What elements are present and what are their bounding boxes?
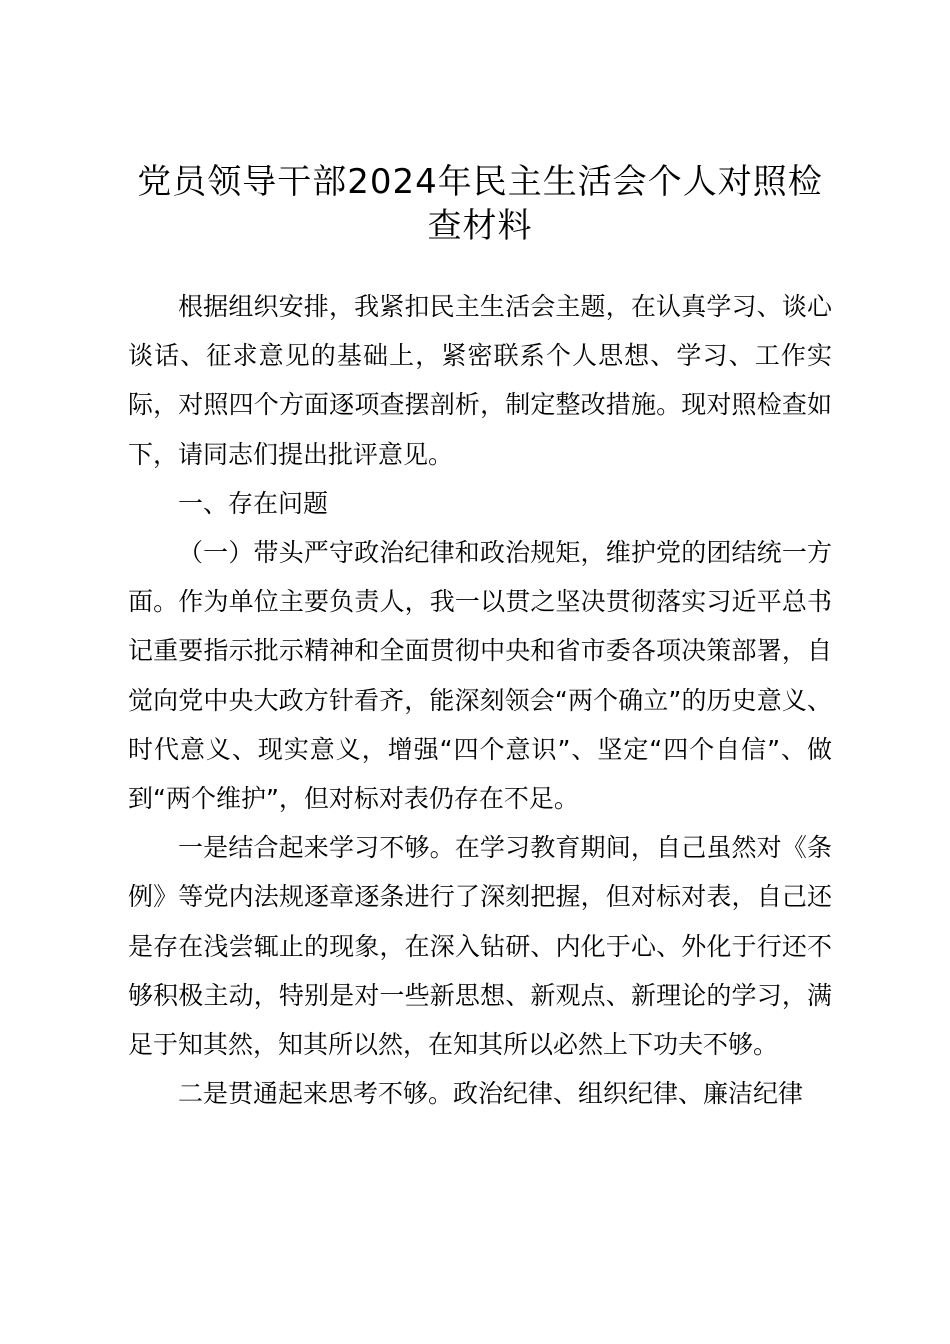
document-body: [128, 282, 832, 1118]
paragraph-point-2: 二是贯通起来思考不够。政治纪律、组织纪律、廉洁纪律: [178, 1079, 804, 1109]
paragraph-section-1: （一）带头严守政治纪律和政治规矩，维护党的团结统一方面。作为单位主要负责人，我一以贯之坚决贯彻落实习近平总书记重要指示批示精神和全面贯彻中央和省市委各项决策部署，自觉向党中央大政方针看齐，能深刻领会“两个确立”的历史意义、时代意义、现实意义，增强“四个意识”、坚定“四个自信”、做到“两个维护”，但对标对表仍存在不足。: [128, 538, 832, 814]
paragraph-intro: 根据组织安排，我紧扣民主生活会主题，在认真学习、谈心谈话、征求意见的基础上，紧密联系个人思想、学习、工作实际，对照四个方面逐项查摆剖析，制定整改措施。现对照检查如下，请同志们提出批评意见。: [128, 292, 832, 469]
paragraph-point-1: 一是结合起来学习不够。在学习教育期间，自己虽然对《条例》等党内法规逐章逐条进行了深刻把握，但对标对表，自己还是存在浅尝辄止的现象，在深入钻研、内化于心、外化于行还不够积极主动，特别是对一些新思想、新观点、新理论的学习，满足于知其然，知其所以然，在知其所以必然上下功夫不够。: [128, 833, 832, 1060]
section-heading-problems: 一、存在问题: [178, 488, 329, 518]
document-title: 党员领导干部2024年民主生活会个人对照检查材料: [137, 162, 823, 246]
